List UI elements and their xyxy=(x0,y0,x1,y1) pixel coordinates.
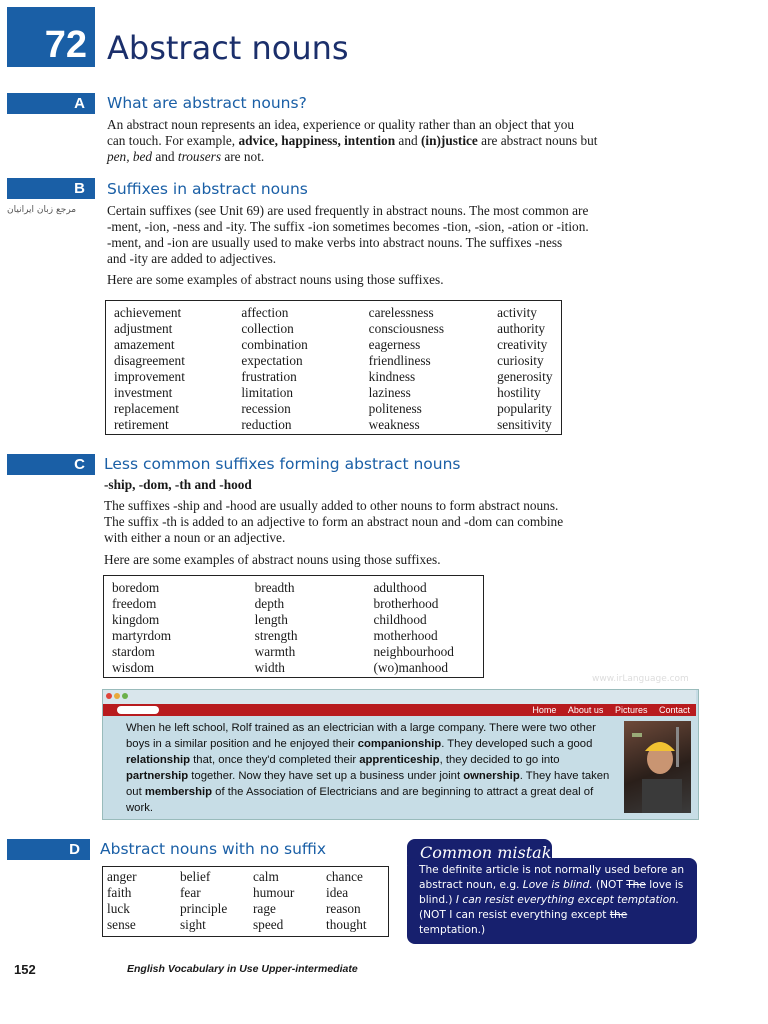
section-b-marker: B xyxy=(7,178,95,199)
word-cell: kindness xyxy=(368,369,416,384)
word-cell: laziness xyxy=(368,385,411,400)
story-keyword: relationship xyxy=(126,754,191,766)
word-cell: martyrdom xyxy=(112,628,172,643)
electrician-photo xyxy=(624,721,691,813)
word-cell: humour xyxy=(253,885,295,900)
story-keyword: membership xyxy=(144,786,213,798)
word-cell: strength xyxy=(254,628,298,643)
common-mistake-title: Common mistake xyxy=(420,843,561,862)
side-note: مرجع زبان ایرانیان xyxy=(7,205,77,215)
word-row xyxy=(112,580,483,596)
word-cell: adulthood xyxy=(373,580,427,595)
section-c-word-table xyxy=(103,575,484,678)
word-row xyxy=(107,917,388,933)
word-row xyxy=(107,869,388,885)
word-cell: consciousness xyxy=(368,321,445,336)
section-b-heading: Suffixes in abstract nouns xyxy=(107,180,308,198)
web-panel-story xyxy=(126,720,614,816)
word-row xyxy=(114,417,561,433)
word-cell: replacement xyxy=(114,401,179,416)
story-text: that, once they'd completed their xyxy=(190,754,360,766)
word-row xyxy=(114,385,561,401)
word-cell: amazement xyxy=(114,337,175,352)
word-cell: motherhood xyxy=(373,628,438,643)
site-search-pill xyxy=(117,706,159,714)
section-c-text: The suffixes -ship and -hood are usually added to other nouns to form abstract nouns. The suffix -th is added to an adjective to form an abstract noun and -dom can combine with either a noun or an adjective. xyxy=(104,498,564,545)
story-text: of the Association of Electricians and are beginning to attract a great deal of work. xyxy=(126,786,594,814)
story-text: , they decided to go into xyxy=(439,754,560,766)
word-cell: luck xyxy=(107,901,130,916)
section-b-word-table xyxy=(105,300,562,435)
story-keyword: companionship xyxy=(357,738,442,750)
word-cell: adjustment xyxy=(114,321,173,336)
word-cell: activity xyxy=(497,305,537,320)
word-cell: warmth xyxy=(254,644,296,659)
word-cell: faith xyxy=(107,885,132,900)
word-cell: speed xyxy=(253,917,284,932)
word-cell: calm xyxy=(253,869,279,884)
section-b-text: Certain suffixes (see Unit 69) are used frequently in abstract nouns. The most common are -ment, -ion, -ness and -ity. The suffix -ion sometimes becomes -tion, -sion, -ation or -ition. -ment, and -ion are usually used to make verbs into abstract nouns. The suffixes -ness and -ity are added to adjectives. xyxy=(107,203,589,266)
page-title: Abstract nouns xyxy=(107,29,349,67)
word-cell: belief xyxy=(180,869,211,884)
word-cell: popularity xyxy=(497,401,552,416)
word-cell: authority xyxy=(497,321,546,336)
word-cell: principle xyxy=(180,901,228,916)
word-cell: politeness xyxy=(368,401,422,416)
word-row xyxy=(114,401,561,417)
book-title: English Vocabulary in Use Upper-intermediate xyxy=(127,963,358,975)
word-cell: retirement xyxy=(114,417,169,432)
word-cell: reduction xyxy=(241,417,292,432)
word-row xyxy=(114,305,561,321)
word-cell: limitation xyxy=(241,385,294,400)
word-cell: disagreement xyxy=(114,353,185,368)
common-mistake-text: The definite article is not normally used before an abstract noun, e.g. Love is blind. (NOT The love is blind.) I can resist everything except temptation. (NOT I can resist everything except the temptation.) xyxy=(419,864,685,936)
word-cell: achievement xyxy=(114,305,182,320)
close-dot-icon xyxy=(106,693,112,699)
word-cell: brotherhood xyxy=(373,596,439,611)
word-row xyxy=(107,901,388,917)
story-text: . They developed such a good xyxy=(441,738,593,750)
word-cell: frustration xyxy=(241,369,297,384)
story-keyword: ownership xyxy=(463,770,520,782)
word-row xyxy=(112,612,483,628)
word-cell: idea xyxy=(326,885,349,900)
nav-about-us[interactable]: About us xyxy=(567,705,604,715)
word-row xyxy=(112,628,483,644)
word-cell: sense xyxy=(107,917,136,932)
word-cell: (wo)manhood xyxy=(373,660,449,675)
word-cell: friendliness xyxy=(368,353,431,368)
word-cell: stardom xyxy=(112,644,155,659)
unit-number: 72 xyxy=(44,24,87,66)
word-row xyxy=(107,885,388,901)
section-a-text: An abstract noun represents an idea, experience or quality rather than an object that you can touch. For example, advice, happiness, intention and (in)justice are abstract nouns but pen, bed and trousers are not. xyxy=(107,117,598,164)
browser-bar xyxy=(103,690,696,704)
word-cell: freedom xyxy=(112,596,157,611)
word-cell: breadth xyxy=(254,580,295,595)
word-cell: chance xyxy=(326,869,363,884)
section-c-subheading: -ship, -dom, -th and -hood xyxy=(104,477,252,492)
word-row xyxy=(112,660,483,676)
section-a-heading: What are abstract nouns? xyxy=(107,94,307,112)
word-cell: kingdom xyxy=(112,612,160,627)
word-cell: creativity xyxy=(497,337,548,352)
word-cell: reason xyxy=(326,901,361,916)
word-cell: collection xyxy=(241,321,294,336)
word-row xyxy=(112,596,483,612)
story-text: together. Now they have set up a business under joint xyxy=(188,770,464,782)
story-keyword: apprenticeship xyxy=(359,754,440,766)
word-row xyxy=(114,321,561,337)
section-d-marker: D xyxy=(7,839,90,860)
word-cell: weakness xyxy=(368,417,420,432)
section-c-intro: Here are some examples of abstract nouns using those suffixes. xyxy=(104,552,441,567)
story-keyword: partnership xyxy=(126,770,189,782)
word-cell: sensitivity xyxy=(497,417,552,432)
maximize-dot-icon xyxy=(122,693,128,699)
word-cell: recession xyxy=(241,401,291,416)
word-cell: childhood xyxy=(373,612,427,627)
section-c-marker: C xyxy=(7,454,95,475)
word-cell: rage xyxy=(253,901,276,916)
story-text: When he left school, Rolf trained as an electrician with a large company. There were two other boys in a similar position and he enjoyed their xyxy=(126,722,596,750)
section-a-marker: A xyxy=(7,93,95,114)
nav-home[interactable]: Home xyxy=(532,705,557,715)
word-row xyxy=(114,337,561,353)
section-b-intro: Here are some examples of abstract nouns using those suffixes. xyxy=(107,272,444,287)
word-row xyxy=(114,353,561,369)
word-cell: hostility xyxy=(497,385,541,400)
word-cell: length xyxy=(254,612,288,627)
word-cell: width xyxy=(254,660,285,675)
section-c-heading: Less common suffixes forming abstract nouns xyxy=(104,455,461,473)
word-row xyxy=(112,644,483,660)
story-text: . They have taken out xyxy=(126,770,610,798)
word-cell: boredom xyxy=(112,580,160,595)
word-cell: depth xyxy=(254,596,285,611)
word-cell: improvement xyxy=(114,369,185,384)
word-cell: carelessness xyxy=(368,305,434,320)
section-d-word-table xyxy=(102,866,389,937)
nav-pictures[interactable]: Pictures xyxy=(614,705,648,715)
word-cell: wisdom xyxy=(112,660,155,675)
word-cell: affection xyxy=(241,305,289,320)
minimize-dot-icon xyxy=(114,693,120,699)
word-cell: combination xyxy=(241,337,308,352)
nav-contact[interactable]: Contact xyxy=(658,705,690,715)
word-cell: neighbourhood xyxy=(373,644,454,659)
site-nav-links xyxy=(523,704,690,716)
word-cell: eagerness xyxy=(368,337,421,352)
word-cell: sight xyxy=(180,917,206,932)
section-d-heading: Abstract nouns with no suffix xyxy=(100,840,327,858)
word-cell: investment xyxy=(114,385,173,400)
word-cell: thought xyxy=(326,917,367,932)
watermark: www.irLanguage.com xyxy=(592,674,689,684)
word-cell: anger xyxy=(107,869,137,884)
word-cell: curiosity xyxy=(497,353,544,368)
word-row xyxy=(114,369,561,385)
word-cell: fear xyxy=(180,885,201,900)
word-cell: generosity xyxy=(497,369,553,384)
page-number: 152 xyxy=(14,962,36,977)
word-cell: expectation xyxy=(241,353,303,368)
